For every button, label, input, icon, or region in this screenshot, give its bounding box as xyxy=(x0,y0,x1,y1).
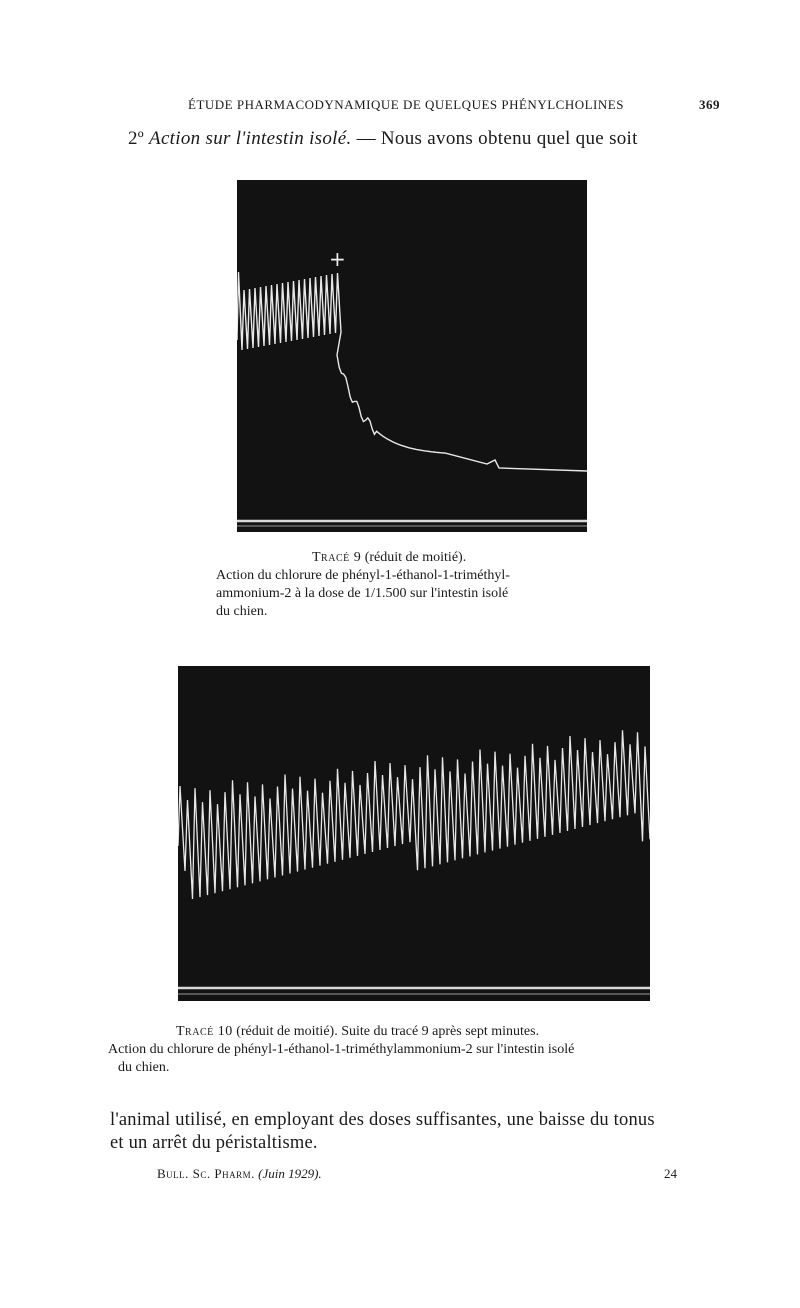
body-line: et un arrêt du péristaltisme. xyxy=(110,1133,318,1153)
running-header xyxy=(188,97,720,113)
section-number: 2º xyxy=(128,128,150,149)
running-title: ÉTUDE PHARMACODYNAMIQUE DE QUELQUES PHÉNYLCHOLINES xyxy=(188,97,624,112)
figure-9-caption xyxy=(216,549,616,621)
figure-9-label: Tracé 9 xyxy=(312,550,362,565)
figure-10-caption-line: Action du chlorure de phényl-1-éthanol-1-triméthylammonium-2 sur l'intestin isolé xyxy=(108,1042,575,1057)
section-title: Action sur l'intestin isolé. xyxy=(149,128,352,149)
journal-name: Bull. Sc. Pharm. xyxy=(157,1166,255,1181)
body-line: l'animal utilisé, en employant des doses suffisantes, une baisse du tonus xyxy=(110,1110,655,1130)
figure-9-caption-line: du chien. xyxy=(216,604,268,619)
intro-text: — Nous avons obtenu quel que soit xyxy=(351,128,638,149)
figure-9-caption-line: Action du chlorure de phényl-1-éthanol-1-triméthyl- xyxy=(216,568,510,583)
figure-10-caption-title xyxy=(108,1023,728,1041)
figure-10-caption xyxy=(108,1023,728,1077)
journal-date: (Juin 1929). xyxy=(258,1166,322,1181)
page-number: 369 xyxy=(699,97,720,112)
figure-9-note: (réduit de moitié). xyxy=(364,550,467,565)
intro-line xyxy=(128,128,724,150)
figure-10-caption-rest: (réduit de moitié). Suite du tracé 9 après sept minutes. xyxy=(236,1024,540,1039)
body-paragraph xyxy=(110,1109,722,1155)
figure-trace-10 xyxy=(178,666,650,1001)
injection-marker: + xyxy=(329,247,346,271)
trace-10-graphic xyxy=(178,666,650,1001)
figure-trace-9 xyxy=(237,180,587,532)
figure-9-caption-title xyxy=(216,549,616,567)
page-footer xyxy=(157,1166,677,1182)
figure-10-caption-line: du chien. xyxy=(118,1060,170,1075)
trace-9-graphic xyxy=(237,180,587,532)
figure-10-label: Tracé 10 xyxy=(176,1024,233,1039)
signature-mark: 24 xyxy=(664,1166,677,1181)
figure-9-caption-line: ammonium-2 à la dose de 1/1.500 sur l'intestin isolé xyxy=(216,586,509,601)
